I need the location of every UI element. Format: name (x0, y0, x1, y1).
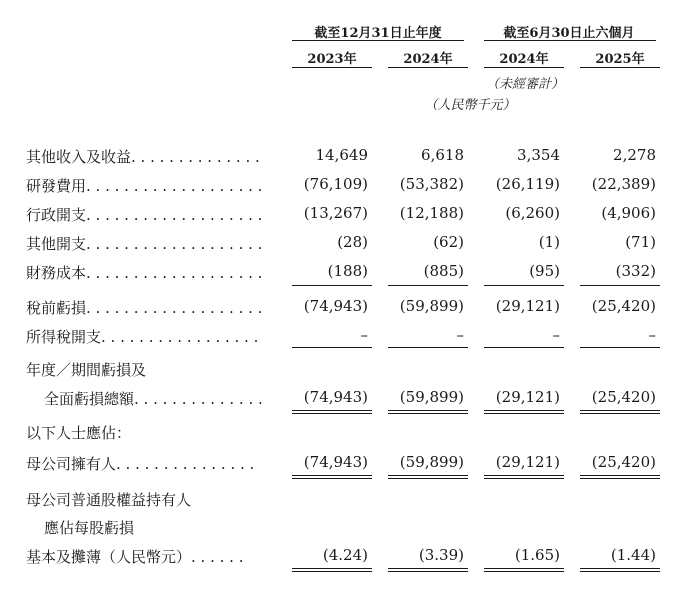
cell-2024: (885) (423, 262, 464, 280)
row-label: 稅前虧損. . . . . . . . . . . . . . . . . . . (26, 299, 263, 317)
year-header-3: 2024年 (499, 52, 549, 67)
subtotal-rule (580, 347, 660, 348)
subtotal-rule (484, 347, 564, 348)
cell-2024: (59,899) (399, 388, 464, 406)
cell-2024: (53,382) (399, 175, 464, 193)
total-double-rule (580, 568, 660, 572)
cell-2024-h1: (29,121) (495, 297, 560, 315)
cell-2025-h1: (4,906) (601, 204, 656, 222)
cell-2023: (13,267) (303, 204, 368, 222)
subtotal-rule (484, 285, 564, 286)
period-header-annual: 截至12月31日止年度 (314, 26, 442, 41)
year-rule-4 (580, 67, 660, 68)
row-label: 母公司擁有人. . . . . . . . . . . . . . . (26, 455, 255, 473)
header-rule-annual (292, 40, 464, 41)
cell-2023: (74,943) (303, 388, 368, 406)
year-header-4: 2025年 (595, 52, 645, 67)
header-rule-interim (484, 40, 656, 41)
cell-2023: 14,649 (315, 146, 368, 164)
subtotal-rule (292, 285, 372, 286)
cell-2024-h1: (95) (529, 262, 560, 280)
cell-2024: 6,618 (421, 146, 464, 164)
year-rule-3 (484, 67, 564, 68)
period-header-interim: 截至6月30日止六個月 (503, 26, 635, 41)
total-double-rule (580, 475, 660, 479)
cell-2025-h1: 2,278 (613, 146, 656, 164)
cell-2024-h1: (26,119) (495, 175, 560, 193)
subtotal-rule (292, 347, 372, 348)
year-header-1: 2023年 (307, 52, 357, 67)
cell-2024: – (456, 326, 464, 344)
cell-2023: (76,109) (303, 175, 368, 193)
row-label: 其他開支. . . . . . . . . . . . . . . . . . . (26, 235, 263, 253)
cell-2025-h1: (25,420) (591, 297, 656, 315)
row-label: 其他收入及收益. . . . . . . . . . . . . . (26, 148, 260, 166)
cell-2024-h1: (6,260) (505, 204, 560, 222)
cell-2023: (4.24) (322, 546, 368, 564)
cell-2024-h1: (29,121) (495, 453, 560, 471)
row-label: 全面虧損總額. . . . . . . . . . . . . . (44, 390, 263, 408)
total-double-rule (292, 410, 372, 414)
year-header-2: 2024年 (403, 52, 453, 67)
row-label: 所得稅開支. . . . . . . . . . . . . . . . . (26, 328, 259, 346)
cell-2024: (12,188) (399, 204, 464, 222)
unaudited-note: （未經審計） (485, 77, 564, 92)
cell-2024: (59,899) (399, 297, 464, 315)
cell-2025-h1: (332) (615, 262, 656, 280)
row-label: 母公司普通股權益持有人 (26, 491, 192, 509)
total-double-rule (388, 475, 468, 479)
cell-2025-h1: (1.44) (610, 546, 656, 564)
total-double-rule (388, 410, 468, 414)
cell-2025-h1: (71) (625, 233, 656, 251)
cell-2023: (74,943) (303, 297, 368, 315)
cell-2025-h1: (25,420) (591, 388, 656, 406)
total-double-rule (580, 410, 660, 414)
cell-2023: – (360, 326, 368, 344)
row-label: 行政開支. . . . . . . . . . . . . . . . . . . (26, 206, 263, 224)
cell-2024-h1: (29,121) (495, 388, 560, 406)
row-label: 財務成本. . . . . . . . . . . . . . . . . . . (26, 264, 263, 282)
cell-2024: (59,899) (399, 453, 464, 471)
currency-note: （人民幣千元） (424, 98, 516, 113)
cell-2025-h1: (22,389) (591, 175, 656, 193)
subtotal-rule (580, 285, 660, 286)
cell-2024-h1: (1) (538, 233, 560, 251)
total-double-rule (292, 568, 372, 572)
total-double-rule (388, 568, 468, 572)
cell-2023: (74,943) (303, 453, 368, 471)
total-double-rule (292, 475, 372, 479)
total-double-rule (484, 410, 564, 414)
cell-2025-h1: (25,420) (591, 453, 656, 471)
cell-2024-h1: 3,354 (517, 146, 560, 164)
row-label: 研發費用. . . . . . . . . . . . . . . . . . . (26, 177, 263, 195)
total-double-rule (484, 568, 564, 572)
cell-2024: (3.39) (418, 546, 464, 564)
row-label: 年度／期間虧損及 (26, 361, 147, 379)
cell-2025-h1: – (648, 326, 656, 344)
row-label: 應佔每股虧損 (44, 519, 135, 537)
cell-2024: (62) (433, 233, 464, 251)
year-rule-1 (292, 67, 372, 68)
cell-2024-h1: (1.65) (514, 546, 560, 564)
cell-2023: (188) (327, 262, 368, 280)
cell-2023: (28) (337, 233, 368, 251)
row-label: 以下人士應佔： (26, 424, 132, 442)
row-label: 基本及攤薄（人民幣元）. . . . . . (26, 548, 244, 566)
cell-2024-h1: – (552, 326, 560, 344)
total-double-rule (484, 475, 564, 479)
subtotal-rule (388, 285, 468, 286)
year-rule-2 (388, 67, 468, 68)
subtotal-rule (388, 347, 468, 348)
